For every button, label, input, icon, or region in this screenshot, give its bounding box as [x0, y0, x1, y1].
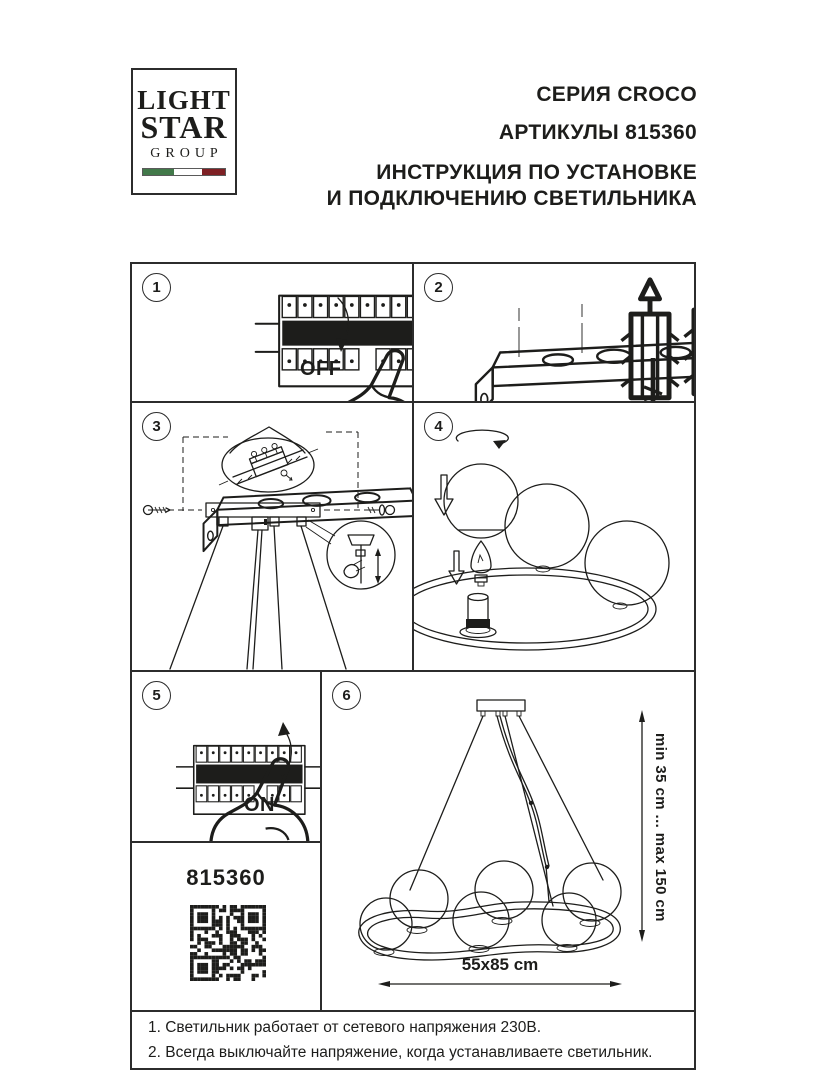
- qr-panel: [130, 841, 322, 1012]
- step-3-badge: 3: [142, 412, 171, 441]
- article-number: 815360: [186, 865, 266, 890]
- articles-title: АРТИКУЛЫ 815360: [498, 121, 697, 144]
- step-2-panel: [412, 262, 696, 403]
- step-1-badge: 1: [142, 273, 171, 302]
- note-line-1: 1. Светильник работает от сетевого напряжения 230В.: [148, 1018, 542, 1036]
- step-1-panel: [130, 262, 414, 403]
- italian-flag-bar: [142, 168, 226, 176]
- logo-word-group: GROUP: [150, 145, 223, 161]
- instruction-title-line2: И ПОДКЛЮЧЕНИЮ СВЕТИЛЬНИКА: [326, 187, 697, 210]
- step-4-badge: 4: [424, 412, 453, 441]
- step-4-panel: [412, 401, 696, 672]
- header-instruction-title: [327, 160, 697, 212]
- step-5-panel: [130, 670, 322, 843]
- logo-word-star: STAR: [140, 108, 228, 145]
- series-title: СЕРИЯ CROCO: [536, 83, 697, 106]
- logo-word-light: LIGHT: [137, 84, 231, 115]
- size-dimension-label: 55x85 cm: [461, 955, 539, 974]
- step-5-badge: 5: [142, 681, 171, 710]
- height-dimension-label: min 35 cm ... max 150 cm: [652, 732, 669, 922]
- qr-code: [190, 905, 266, 981]
- note-line-2: 2. Всегда выключайте напряжение, когда устанавливаете светильник.: [148, 1043, 653, 1061]
- bracket-mounting-illustration: [414, 264, 694, 401]
- instruction-title-line1: ИНСТРУКЦИЯ ПО УСТАНОВКЕ: [376, 161, 697, 184]
- globes-assembly-illustration: [414, 403, 694, 670]
- off-label: OFF: [300, 358, 342, 380]
- brand-logo: [131, 68, 237, 195]
- on-label: ON: [244, 794, 275, 816]
- step-6-badge: 6: [332, 681, 361, 710]
- steps-grid: [130, 262, 696, 1070]
- notes-panel: [130, 1010, 696, 1070]
- step-2-badge: 2: [424, 273, 453, 302]
- step-3-panel: [130, 401, 414, 672]
- breaker-off-illustration: [132, 264, 412, 401]
- step-6-panel: [320, 670, 696, 1012]
- canopy-wiring-illustration: [132, 403, 412, 670]
- header-series-block: [499, 76, 697, 152]
